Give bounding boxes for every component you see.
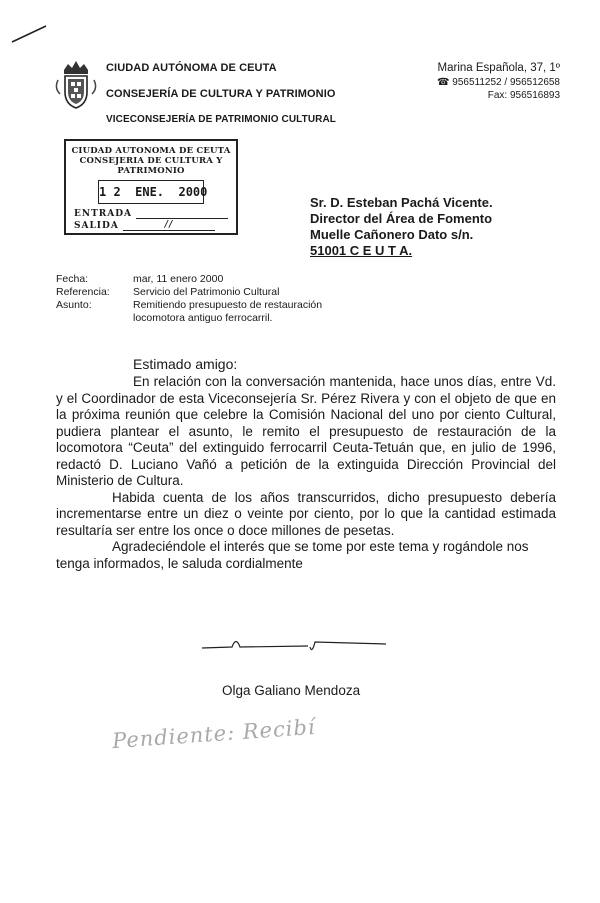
stamp-line-2: CONSEJERIA DE CULTURA Y PATRIMONIO — [79, 156, 223, 176]
recipient-street: Muelle Cañonero Dato s/n. — [310, 227, 474, 242]
asunto-value-2: locomotora antiguo ferrocarril. — [133, 312, 273, 324]
stamp-date-box: 1 2 ENE. 2000 — [98, 180, 204, 204]
greeting: Estimado amigo: — [133, 356, 238, 372]
signature-scribble — [198, 630, 398, 660]
stamp-entrada-line — [136, 218, 228, 219]
header-city: CIUDAD AUTÓNOMA DE CEUTA — [106, 62, 277, 74]
contact-fax: Fax: 956516893 — [487, 90, 560, 101]
stamp-salida-line: // — [123, 220, 215, 231]
registry-stamp — [64, 139, 238, 235]
contact-phone-row — [380, 76, 560, 89]
recipient-title: Director del Área de Fomento — [310, 211, 493, 226]
contact-phone: 956511252 / 956512658 — [452, 77, 560, 88]
paragraph-3: Agradeciéndole el interés que se tome por este tema y rogándole nos tenga informados, le saluda cordialmente — [56, 539, 529, 571]
letter-body — [56, 374, 556, 572]
signatory-name: Olga Galiano Mendoza — [222, 683, 361, 698]
contact-address: Marina Española, 37, 1º — [437, 62, 560, 74]
referencia-value: Servicio del Patrimonio Cultural — [133, 286, 280, 298]
paragraph-2: Habida cuenta de los años transcurridos, dicho presupuesto debería incrementarse entre un diez o veinte por ciento, por lo que la cantidad estimada resultaría ser entre los once o doce millones de pesetas. — [56, 489, 556, 538]
coat-of-arms-icon — [54, 58, 98, 110]
header-viceconsejeria: VICECONSEJERÍA DE PATRIMONIO CULTURAL — [106, 114, 337, 125]
stamp-entrada-row — [74, 209, 236, 219]
pen-mark — [10, 22, 50, 44]
recipient-name: Sr. D. Esteban Pachá Vicente. — [310, 195, 493, 210]
fecha-label: Fecha: — [56, 273, 89, 285]
asunto-value-1: Remitiendo presupuesto de restauración — [133, 299, 323, 311]
paragraph-1: En relación con la conversación mantenida, hace unos días, entre Vd. y el Coordinador de esta Viceconsejería Sr. Pérez Rivera y con el objeto de que en la próxima reunión que celebre la Comisión Nacional del uno por ciento Cultural, pudiera plantear el asunto, le remito el presupuesto de restauración de la locomotora “Ceuta” del extinguido ferrocarril Ceuta-Tetuán que, en julio de 1996, redactó D. Luciano Vañó a petición de la extinguida Dirección Provincial del Ministerio de Cultura. — [56, 374, 556, 488]
stamp-line-1: CIUDAD AUTONOMA DE CEUTA — [71, 146, 231, 156]
stamp-entrada-label: ENTRADA — [74, 209, 133, 219]
handwritten-note: Pendiente: Recibí — [111, 714, 317, 754]
recipient-postal: 51001 C E U T A. — [310, 243, 413, 258]
referencia-label: Referencia: — [56, 286, 110, 298]
contact-block — [380, 62, 560, 102]
asunto-label: Asunto: — [56, 299, 92, 311]
fecha-value: mar, 11 enero 2000 — [133, 273, 224, 285]
stamp-salida-label: SALIDA — [74, 221, 119, 231]
recipient-block — [310, 195, 493, 259]
header-consejeria: CONSEJERÍA DE CULTURA Y PATRIMONIO — [106, 88, 336, 100]
phone-icon: ☎ — [437, 77, 450, 88]
stamp-salida-row — [74, 220, 236, 231]
